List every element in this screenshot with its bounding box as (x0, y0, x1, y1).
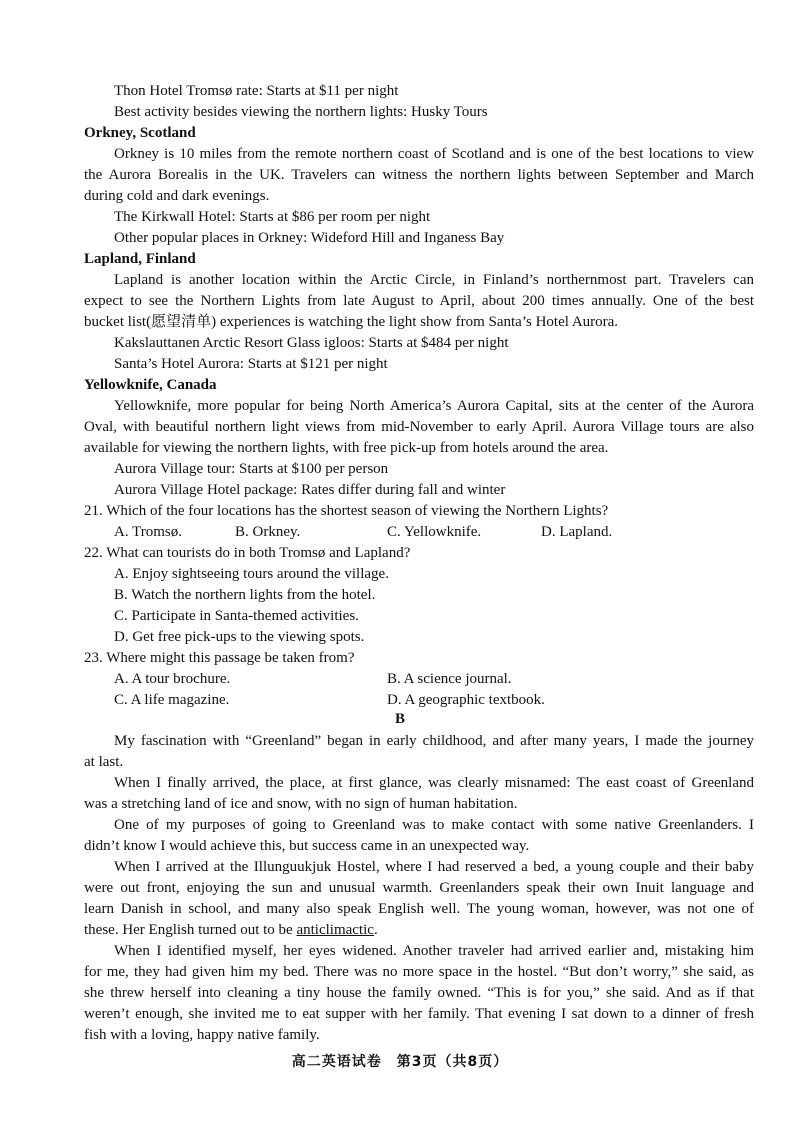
orkney-popular-places: Other popular places in Orkney: Wideford Hill and Inganess Bay (114, 230, 505, 246)
q23-option-b[interactable]: B. A science journal. (387, 671, 512, 687)
passage-b-line: didn’t know I would achieve this, but success came in an unexpected way. (84, 838, 530, 854)
yellowknife-heading: Yellowknife, Canada (84, 377, 217, 393)
lapland-igloo-rate: Kakslauttanen Arctic Resort Glass igloos: Starts at $484 per night (114, 335, 509, 351)
question-21: 21. Which of the four locations has the shortest season of viewing the Northern Lights? (84, 503, 609, 519)
passage-b-text: . (373, 922, 378, 938)
passage-b-line (84, 920, 754, 941)
tromso-hotel-rate: Thon Hotel Tromsø rate: Starts at $11 per night (114, 83, 399, 99)
passage-b-line: When I finally arrived, the place, at first glance, was clearly misnamed: The east coast of Greenland (114, 775, 754, 791)
passage-b-line: My fascination with “Greenland” began in early childhood, and after many years, I made the journey (114, 733, 754, 749)
aurora-village-hotel-package: Aurora Village Hotel package: Rates differ during fall and winter (114, 482, 506, 498)
question-22: 22. What can tourists do in both Tromsø and Lapland? (84, 545, 411, 561)
passage-b-line: When I identified myself, her eyes widened. Another traveler had arrived earlier and, mistaking him (114, 943, 754, 959)
passage-b-line: she threw herself into cleaning a tiny house the family owned. “This is for you,” she said. And as if that (84, 985, 754, 1001)
aurora-village-tour-rate: Aurora Village tour: Starts at $100 per person (114, 461, 389, 477)
passage-b-line: were out front, enjoying the sun and unusual warmth. Greenlanders speak their own Inuit language and (84, 880, 754, 896)
orkney-text-line: during cold and dark evenings. (84, 188, 270, 204)
yellowknife-text-line: Oval, with beautiful northern light views from mid-November to early April. Aurora Village tours are also (84, 419, 754, 435)
passage-b-line: at last. (84, 754, 124, 770)
lapland-hotel-rate: Santa’s Hotel Aurora: Starts at $121 per night (114, 356, 388, 372)
lapland-text-line: Lapland is another location within the Arctic Circle, in Finland’s northernmost part. Travelers can (114, 272, 754, 288)
q22-option-a[interactable]: A. Enjoy sightseeing tours around the village. (114, 566, 389, 582)
orkney-text-line: the Aurora Borealis in the UK. Travelers can witness the northern lights between September and March (84, 167, 754, 183)
passage-b-line: One of my purposes of going to Greenland was to make contact with some native Greenlanders. I (114, 817, 754, 833)
tromso-best-activity: Best activity besides viewing the northern lights: Husky Tours (114, 104, 488, 120)
q23-option-a[interactable]: A. A tour brochure. (114, 671, 231, 687)
q22-option-b[interactable]: B. Watch the northern lights from the hotel. (114, 587, 376, 603)
passage-b-line: fish with a loving, happy native family. (84, 1027, 320, 1043)
passage-b-line: learn Danish in school, and many also speak English well. The young woman, however, was not one of (84, 901, 754, 917)
underlined-word-anticlimactic: anticlimactic (296, 922, 374, 938)
lapland-text-line: expect to see the Northern Lights from late August to April, about 200 times annually. One of the best (84, 293, 754, 309)
passage-b-line: for me, they had given him my bed. There was no more space in the hostel. “But don’t worry,” she said, as (84, 964, 754, 980)
q21-option-b[interactable]: B. Orkney. (235, 524, 301, 540)
passage-b-line: When I arrived at the Illunguukjuk Hostel, where I had reserved a bed, a young couple and their baby (114, 859, 754, 875)
passage-b-line: was a stretching land of ice and snow, with no sign of human habitation. (84, 796, 518, 812)
section-b-heading: B (394, 711, 405, 727)
orkney-text-line: Orkney is 10 miles from the remote northern coast of Scotland and is one of the best locations to view (114, 146, 754, 162)
q23-option-c[interactable]: C. A life magazine. (114, 692, 230, 708)
lapland-heading: Lapland, Finland (84, 251, 196, 267)
q22-option-c[interactable]: C. Participate in Santa-themed activities. (114, 608, 359, 624)
q21-option-d[interactable]: D. Lapland. (541, 524, 613, 540)
orkney-heading: Orkney, Scotland (84, 125, 196, 141)
passage-b-text: these. Her English turned out to be (84, 922, 297, 938)
orkney-hotel-rate: The Kirkwall Hotel: Starts at $86 per room per night (114, 209, 431, 225)
q22-option-d[interactable]: D. Get free pick-ups to the viewing spots. (114, 629, 365, 645)
lapland-text-line: bucket list(愿望清单) experiences is watching the light show from Santa’s Hotel Aurora. (84, 314, 619, 330)
page-footer: 高二英语试卷 第3页（共8页） (291, 1054, 509, 1070)
q21-option-c[interactable]: C. Yellowknife. (387, 524, 482, 540)
q23-option-d[interactable]: D. A geographic textbook. (387, 692, 545, 708)
passage-b-line: weren’t enough, she invited me to eat supper with her family. That evening I sat down to a dinner of fresh (84, 1006, 754, 1022)
yellowknife-text-line: Yellowknife, more popular for being North America’s Aurora Capital, sits at the center of the Aurora (114, 398, 754, 414)
q21-option-a[interactable]: A. Tromsø. (114, 524, 182, 540)
question-23: 23. Where might this passage be taken from? (84, 650, 355, 666)
yellowknife-text-line: available for viewing the northern lights, with free pick-up from hotels around the area. (84, 440, 609, 456)
